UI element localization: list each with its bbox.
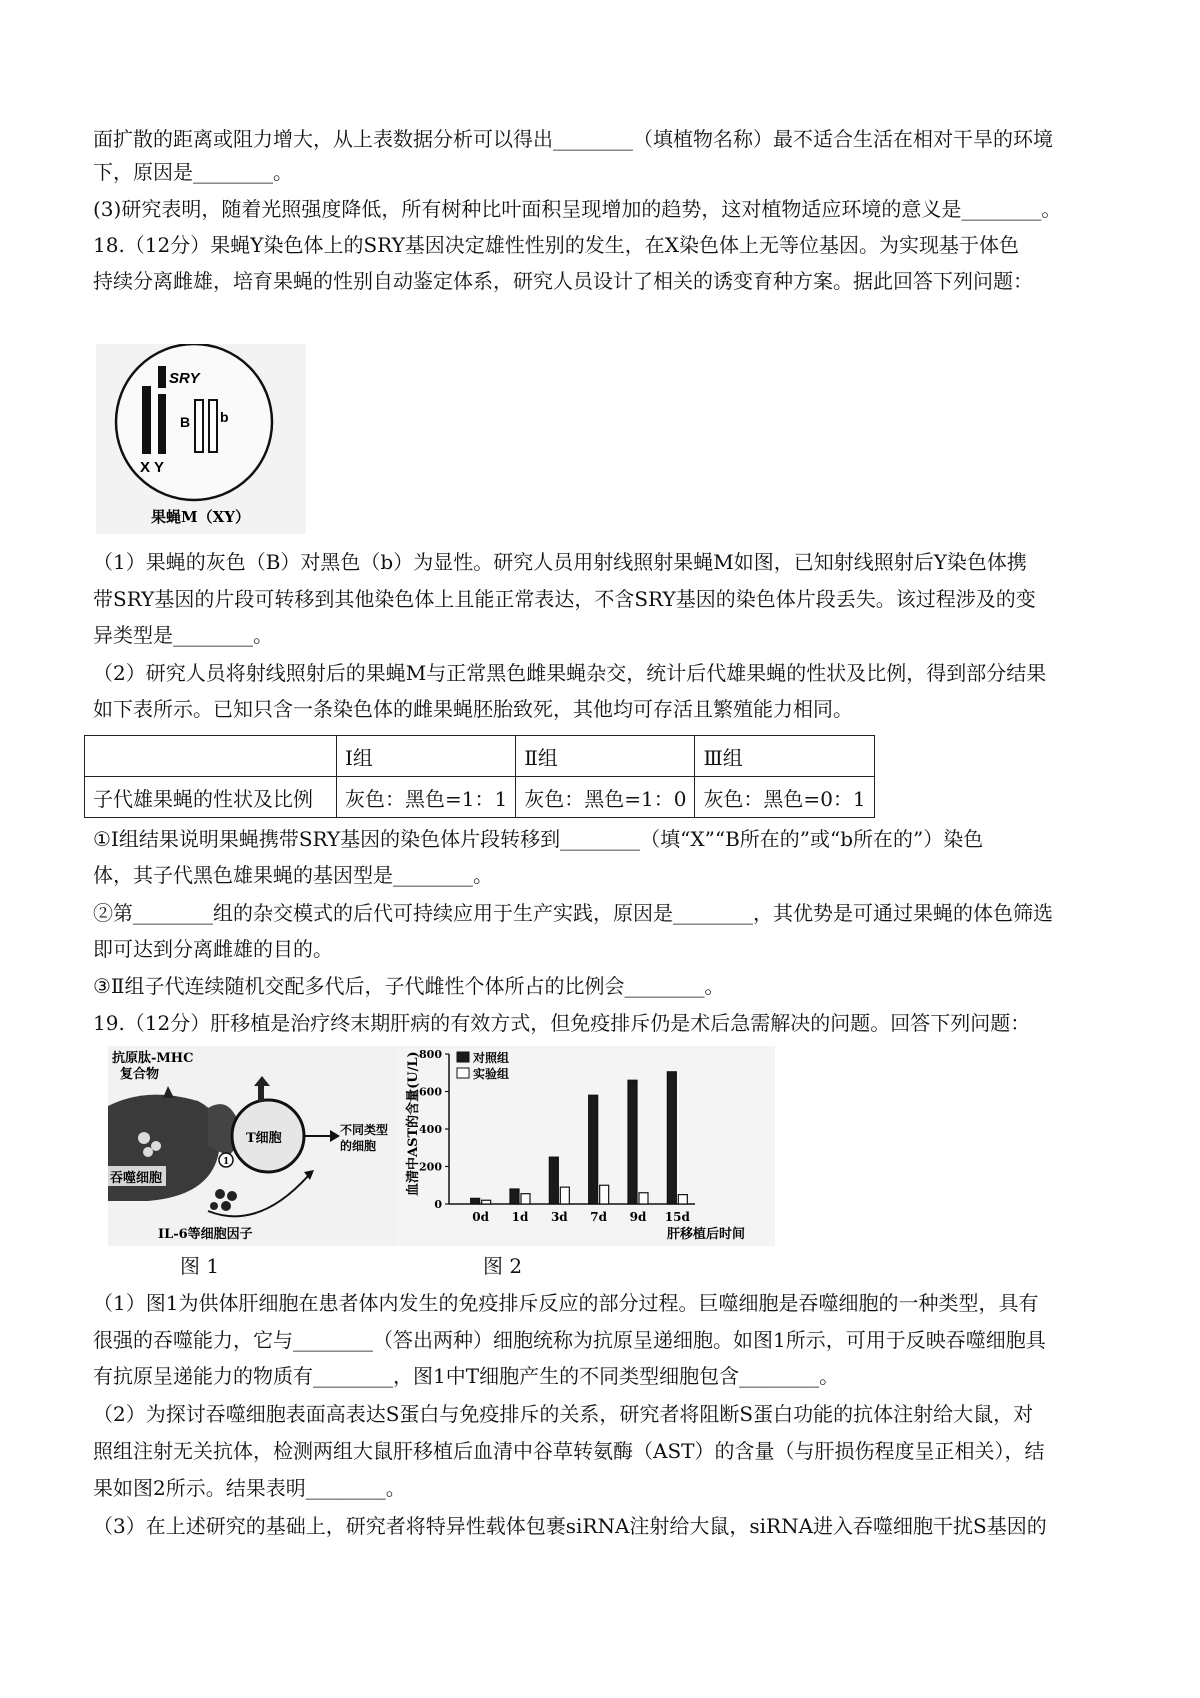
text-line: （2）为探讨吞噬细胞表面高表达S蛋白与免疫排斥的关系，研究者将阻断S蛋白功能的抗体注射给大鼠，对 bbox=[93, 1402, 1034, 1426]
text-line: 很强的吞噬能力，它与________（答出两种）细胞统称为抗原呈递细胞。如图1所示，可用于反映吞噬细胞具 bbox=[93, 1328, 1046, 1352]
diff-cells-label-2: 的细胞 bbox=[340, 1139, 377, 1153]
text-line: （1）果蝇的灰色（B）对黑色（b）为显性。研究人员用射线照射果蝇M如图，已知射线照射后Y染色体携 bbox=[93, 550, 1027, 574]
table-row bbox=[85, 736, 875, 777]
vesicle-icon bbox=[143, 1147, 153, 1157]
t-cell-label: T细胞 bbox=[246, 1131, 282, 1146]
legend-label-experiment: 实验组 bbox=[473, 1067, 510, 1081]
bar-experiment bbox=[639, 1193, 648, 1204]
complex-label-1: 抗原肽-MHC bbox=[112, 1051, 194, 1066]
question-19-title: 19.（12分）肝移植是治疗终末期肝病的有效方式，但免疫排斥仍是术后急需解决的问题。回答下列问题： bbox=[93, 1011, 1031, 1035]
text-line: (3)研究表明，随着光照强度降低，所有树种比叶面积呈现增加的趋势，这对植物适应环境的意义是________。 bbox=[93, 197, 1062, 221]
table-row bbox=[85, 777, 875, 818]
x-chromosome bbox=[142, 386, 151, 454]
x-axis-label: 肝移植后时间 bbox=[667, 1227, 746, 1242]
bar-control bbox=[471, 1198, 480, 1204]
text-line: 异类型是________。 bbox=[93, 623, 273, 647]
text-line: 持续分离雌雄，培育果蝇的性别自动鉴定体系，研究人员设计了相关的诱变育种方案。据此回答下列问题： bbox=[93, 269, 1033, 293]
y-chromosome-sry-segment bbox=[158, 366, 166, 388]
x-tick-label: 1d bbox=[511, 1210, 529, 1224]
text-line: 如下表所示。已知只含一条染色体的雌果蝇胚胎致死，其他均可存活且繁殖能力相同。 bbox=[93, 697, 853, 721]
text-line: （1）图1为供体肝细胞在患者体内发生的免疫排斥反应的部分过程。巨噬细胞是吞噬细胞的一种类型，具有 bbox=[93, 1291, 1039, 1315]
bar-control bbox=[628, 1080, 637, 1204]
x-tick-label: 15d bbox=[664, 1210, 690, 1224]
figure-2-caption: 图 2 bbox=[483, 1254, 523, 1278]
bar-experiment bbox=[600, 1185, 609, 1204]
text-line: 面扩散的距离或阻力增大，从上表数据分析可以得出________（填植物名称）最不适合生活在相对干旱的环境 bbox=[93, 127, 1053, 151]
legend-swatch-experiment bbox=[457, 1068, 469, 1078]
figure-caption: 果蝇M（XY） bbox=[151, 508, 250, 526]
vesicle-icon bbox=[138, 1132, 150, 1144]
ast-bar-chart bbox=[395, 1046, 775, 1246]
y-chromosome bbox=[158, 394, 166, 454]
b-upper-label: B bbox=[180, 414, 191, 430]
table-header: Ⅰ组 bbox=[337, 736, 516, 777]
text-line: （3）在上述研究的基础上，研究者将特异性载体包裹siRNA注射给大鼠，siRNA进入吞噬细胞干扰S基因的 bbox=[93, 1514, 1047, 1538]
text-line: 有抗原呈递能力的物质有________，图1中T细胞产生的不同类型细胞包含________。 bbox=[93, 1364, 840, 1388]
diff-cells-label-1: 不同类型 bbox=[340, 1123, 389, 1137]
y-label: Y bbox=[154, 459, 165, 476]
bar-control bbox=[549, 1157, 558, 1204]
table-cell: 灰色：黑色=1：1 bbox=[337, 777, 516, 818]
text-line: 体，其子代黑色雄果蝇的基因型是________。 bbox=[93, 863, 493, 887]
chromosome-B bbox=[195, 400, 203, 452]
sry-label: SRY bbox=[169, 370, 200, 387]
y-tick-label: 400 bbox=[419, 1123, 442, 1136]
bar-experiment bbox=[560, 1187, 569, 1204]
text-line: 下，原因是________。 bbox=[93, 160, 293, 184]
text-line: 果如图2所示。结果表明________。 bbox=[93, 1476, 406, 1500]
vesicle-icon bbox=[151, 1141, 161, 1151]
bar-experiment bbox=[678, 1195, 687, 1204]
text-line: 即可达到分离雌雄的目的。 bbox=[93, 937, 333, 961]
x-tick-label: 0d bbox=[472, 1210, 490, 1224]
bar-experiment bbox=[482, 1200, 491, 1204]
y-tick-label: 200 bbox=[419, 1160, 442, 1174]
y-tick-label: 0 bbox=[434, 1198, 442, 1211]
bar-control bbox=[510, 1189, 519, 1204]
cytokine-label: IL-6等细胞因子 bbox=[158, 1227, 253, 1242]
text-line: （2）研究人员将射线照射后的果蝇M与正常黑色雌果蝇杂交，统计后代雄果蝇的性状及比例，得到部分结果 bbox=[93, 661, 1047, 685]
table-cell: 子代雄果蝇的性状及比例 bbox=[85, 777, 337, 818]
figure-1-caption: 图 1 bbox=[180, 1254, 220, 1278]
x-tick-label: 3d bbox=[550, 1210, 568, 1224]
x-tick-label: 7d bbox=[590, 1210, 608, 1224]
text-line: ③Ⅱ组子代连续随机交配多代后，子代雌性个体所占的比例会________。 bbox=[93, 974, 725, 998]
bar-control bbox=[589, 1095, 598, 1204]
y-tick-label: 600 bbox=[419, 1085, 442, 1099]
text-line: 带SRY基因的片段可转移到其他染色体上且能正常表达，不含SRY基因的染色体片段丢失。该过程涉及的变 bbox=[93, 587, 1036, 611]
x-tick-label: 9d bbox=[629, 1210, 647, 1224]
question-18-title: 18.（12分）果蝇Y染色体上的SRY基因决定雄性性别的发生，在X染色体上无等位基因。为实现基于体色 bbox=[93, 233, 1020, 257]
legend-label-control: 对照组 bbox=[473, 1051, 510, 1065]
table-header: Ⅱ组 bbox=[516, 736, 695, 777]
x-label: X bbox=[140, 459, 151, 476]
fruit-fly-chromosome-figure bbox=[96, 344, 306, 534]
legend-swatch-control bbox=[457, 1052, 469, 1062]
immune-rejection-figure bbox=[108, 1046, 408, 1246]
b-lower-label: b bbox=[220, 409, 229, 425]
table-cell: 灰色：黑色=1：0 bbox=[516, 777, 695, 818]
table-cell bbox=[85, 736, 337, 777]
receptor-icon bbox=[258, 1086, 264, 1102]
svg-text:1: 1 bbox=[223, 1157, 230, 1167]
bar-experiment bbox=[521, 1194, 530, 1204]
table-cell: 灰色：黑色=0：1 bbox=[695, 777, 874, 818]
results-table bbox=[84, 735, 875, 818]
phagocyte-label: 吞噬细胞 bbox=[110, 1171, 163, 1186]
table-header: Ⅲ组 bbox=[695, 736, 874, 777]
y-axis-label: 血清中AST的含量(U/L) bbox=[406, 1051, 421, 1196]
y-tick-label: 800 bbox=[419, 1048, 442, 1061]
text-line: ①Ⅰ组结果说明果蝇携带SRY基因的染色体片段转移到________（填“X”“B所在的”或“b所在的”）染色 bbox=[93, 827, 984, 851]
text-line: ②第________组的杂交模式的后代可持续应用于生产实践，原因是________，其优势是可通过果蝇的体色筛选 bbox=[93, 901, 1053, 925]
bar-control bbox=[667, 1072, 676, 1204]
chromosome-b bbox=[209, 400, 217, 452]
complex-label-2: 复合物 bbox=[120, 1067, 160, 1082]
text-line: 照组注射无关抗体，检测两组大鼠肝移植后血清中谷草转氨酶（AST）的含量（与肝损伤程度呈正相关），结 bbox=[93, 1439, 1045, 1463]
